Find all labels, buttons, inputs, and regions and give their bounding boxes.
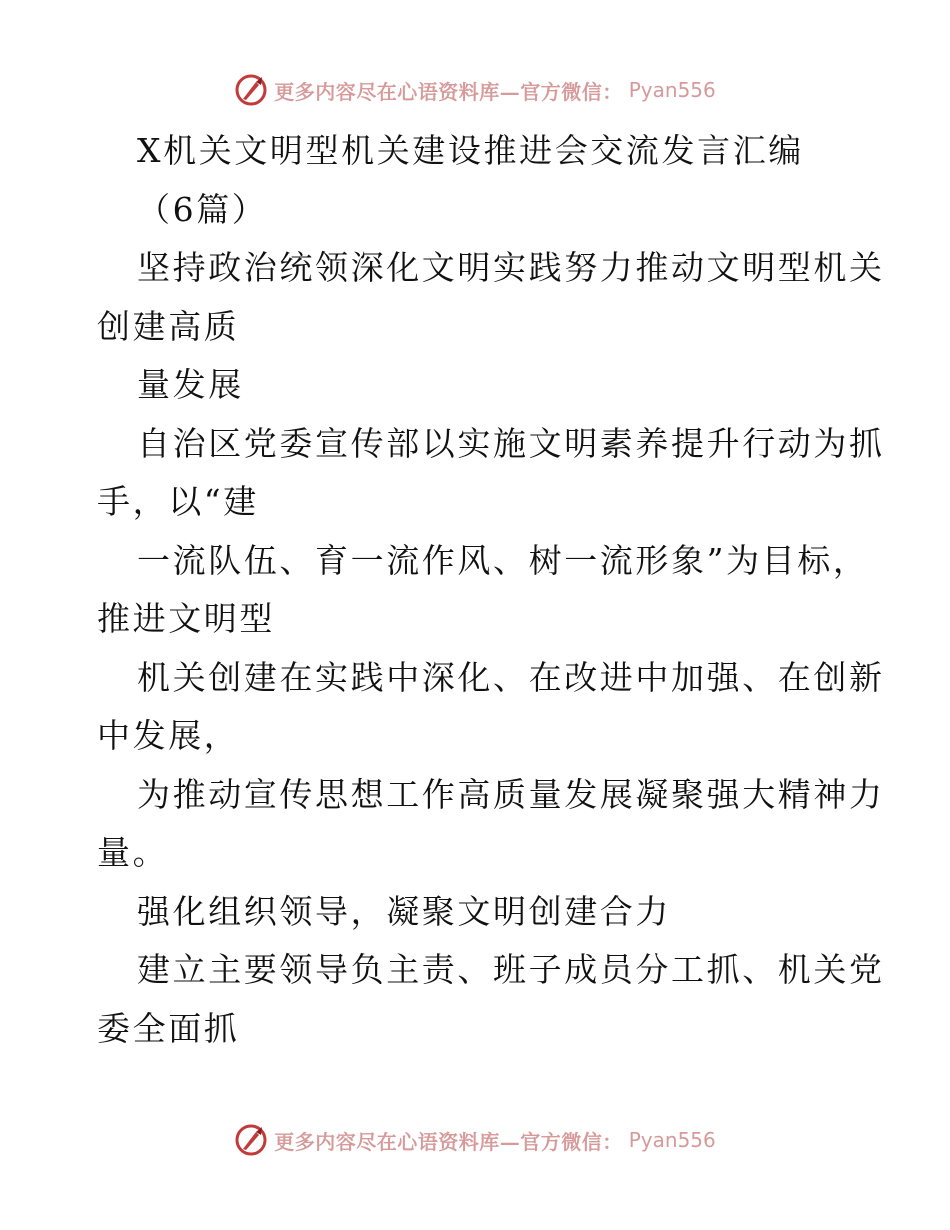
doc-line: 机关创建在实践中深化、在改进中加强、在创新	[137, 657, 885, 697]
doc-line: 手，以“建	[97, 482, 259, 521]
doc-line: 创建高质	[97, 306, 240, 346]
doc-line: 建立主要领导负主责、班子成员分工抓、机关党	[137, 950, 885, 989]
footer-watermark	[0, 1120, 950, 1160]
red-quill-logo-icon	[234, 73, 268, 107]
doc-line: 量发展	[137, 365, 244, 404]
section-heading: 强化组织领导，凝聚文明创建合力	[137, 891, 671, 931]
doc-line: 量。	[97, 833, 169, 872]
doc-line: 坚持政治统领深化文明实践努力推动文明型机关	[137, 248, 885, 287]
doc-title: X机关文明型机关建设推进会交流发言汇编	[137, 131, 804, 170]
doc-line: 委全面抓	[97, 1008, 240, 1048]
doc-line: 中发展，	[97, 716, 240, 755]
red-quill-logo-icon	[234, 1123, 268, 1157]
watermark-text: 更多内容尽在心语资料库—官方微信：	[274, 79, 623, 104]
doc-subtitle: （6篇）	[137, 189, 268, 229]
doc-line: 为推动宣传思想工作高质量发展凝聚强大精神力	[137, 774, 885, 814]
doc-line: 推进文明型	[97, 599, 275, 638]
doc-line: 自治区党委宣传部以实施文明素养提升行动为抓	[137, 423, 885, 463]
document-body	[97, 122, 885, 1058]
watermark-contact: Pyan556	[628, 78, 716, 102]
watermark-text: 更多内容尽在心语资料库—官方微信：	[274, 1129, 623, 1154]
watermark-contact: Pyan556	[628, 1128, 716, 1152]
doc-line: 一流队伍、育一流作风、树一流形象”为目标，	[137, 540, 869, 580]
header-watermark	[0, 70, 950, 110]
